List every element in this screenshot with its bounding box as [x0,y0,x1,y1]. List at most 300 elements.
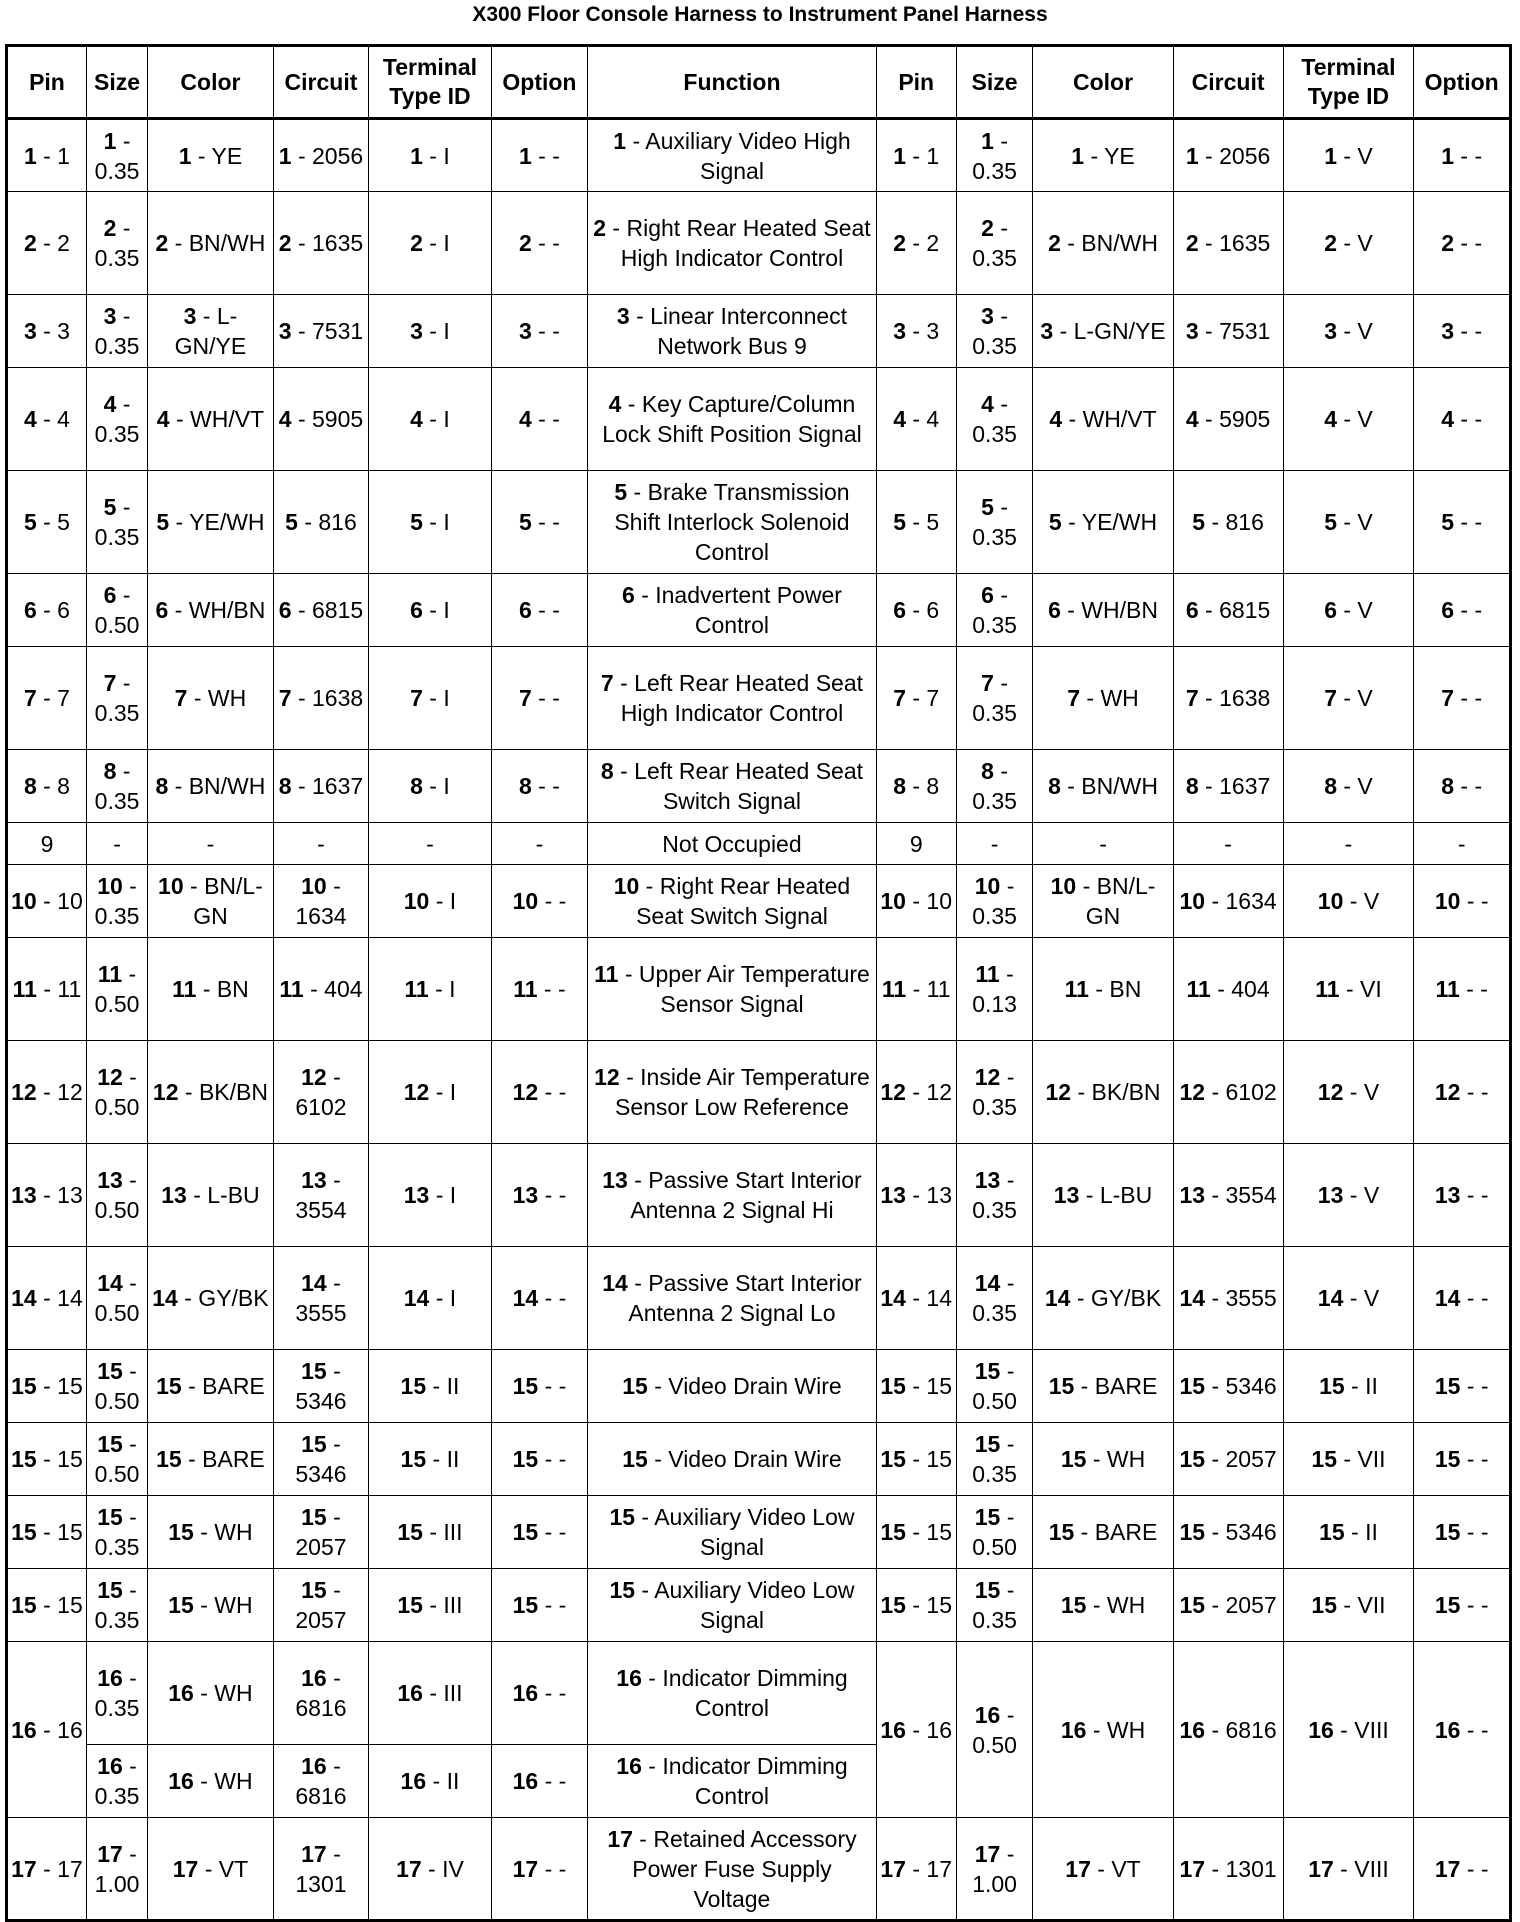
function-cell: 11 - Upper Air Temperature Sensor Signal [588,938,877,1041]
option-cell: 7 - - [1414,647,1511,750]
header-row [7,46,1511,119]
function-cell: 14 - Passive Start Interior Antenna 2 Signal Lo [588,1247,877,1350]
circuit-cell: 13 - 3554 [273,1144,368,1247]
table-row [7,647,1511,750]
terminal-cell: 11 - I [369,938,491,1041]
table-row [7,1144,1511,1247]
circuit-cell: 5 - 816 [1173,471,1283,574]
pin-cell: 3 - 3 [876,295,956,368]
circuit-cell: 2 - 1635 [273,192,368,295]
size-cell: 16 - 0.50 [956,1642,1033,1818]
option-cell: 15 - - [491,1496,588,1569]
terminal-cell: 5 - V [1283,471,1414,574]
terminal-cell: 6 - I [369,574,491,647]
color-cell: 17 - VT [148,1818,274,1921]
color-cell: 4 - WH/VT [1033,368,1173,471]
function-cell: 15 - Auxiliary Video Low Signal [588,1496,877,1569]
function-cell: 13 - Passive Start Interior Antenna 2 Signal Hi [588,1144,877,1247]
terminal-cell: 8 - I [369,750,491,823]
size-cell: 13 - 0.50 [86,1144,147,1247]
circuit-cell: 8 - 1637 [1173,750,1283,823]
circuit-cell: 17 - 1301 [1173,1818,1283,1921]
circuit-cell: - [273,823,368,865]
option-cell: - [1414,823,1511,865]
color-cell: 6 - WH/BN [148,574,274,647]
table-body [7,119,1511,1921]
color-cell: 15 - WH [1033,1569,1173,1642]
circuit-cell: 6 - 6815 [273,574,368,647]
size-cell: 15 - 0.50 [956,1496,1033,1569]
option-cell: 14 - - [1414,1247,1511,1350]
option-cell: 3 - - [1414,295,1511,368]
pin-cell: 17 - 17 [7,1818,87,1921]
col-header: Function [588,46,877,119]
color-cell: 16 - WH [148,1642,274,1745]
terminal-cell: 4 - I [369,368,491,471]
pin-cell: 15 - 15 [7,1423,87,1496]
pin-cell: 1 - 1 [876,119,956,192]
table-row [7,1350,1511,1423]
terminal-cell: 1 - I [369,119,491,192]
circuit-cell: 12 - 6102 [1173,1041,1283,1144]
size-cell: 14 - 0.50 [86,1247,147,1350]
col-header: Pin [876,46,956,119]
color-cell: 11 - BN [1033,938,1173,1041]
pin-cell: 5 - 5 [7,471,87,574]
color-cell: 3 - L-GN/YE [1033,295,1173,368]
terminal-cell: 16 - III [369,1642,491,1745]
pin-cell: 12 - 12 [7,1041,87,1144]
table-row [7,1247,1511,1350]
circuit-cell: 15 - 5346 [273,1423,368,1496]
option-cell: 12 - - [1414,1041,1511,1144]
terminal-cell: 16 - VIII [1283,1642,1414,1818]
option-cell: 10 - - [491,865,588,938]
size-cell: 15 - 0.50 [86,1350,147,1423]
table-row [7,295,1511,368]
circuit-cell: 10 - 1634 [273,865,368,938]
size-cell: 13 - 0.35 [956,1144,1033,1247]
pin-cell: 14 - 14 [7,1247,87,1350]
col-header: Size [86,46,147,119]
circuit-cell: 11 - 404 [1173,938,1283,1041]
terminal-cell: 12 - V [1283,1041,1414,1144]
size-cell: - [86,823,147,865]
size-cell: 15 - 0.35 [86,1569,147,1642]
circuit-cell: 6 - 6815 [1173,574,1283,647]
terminal-cell: 15 - II [369,1350,491,1423]
size-cell: 14 - 0.35 [956,1247,1033,1350]
size-cell: 12 - 0.35 [956,1041,1033,1144]
color-cell: 2 - BN/WH [1033,192,1173,295]
function-cell: 12 - Inside Air Temperature Sensor Low Reference [588,1041,877,1144]
color-cell: 5 - YE/WH [148,471,274,574]
color-cell: 6 - WH/BN [1033,574,1173,647]
size-cell: 6 - 0.35 [956,574,1033,647]
size-cell: - [956,823,1033,865]
circuit-cell: 15 - 5346 [1173,1496,1283,1569]
terminal-cell: - [369,823,491,865]
pin-cell: 7 - 7 [7,647,87,750]
circuit-cell: 2 - 1635 [1173,192,1283,295]
circuit-cell: 11 - 404 [273,938,368,1041]
color-cell: 15 - BARE [1033,1496,1173,1569]
function-cell: 7 - Left Rear Heated Seat High Indicator Control [588,647,877,750]
option-cell: 10 - - [1414,865,1511,938]
size-cell: 15 - 0.50 [956,1350,1033,1423]
option-cell: - [491,823,588,865]
table-row [7,119,1511,192]
pin-cell: 4 - 4 [876,368,956,471]
color-cell: 12 - BK/BN [1033,1041,1173,1144]
terminal-cell: 5 - I [369,471,491,574]
pin-cell: 2 - 2 [7,192,87,295]
size-cell: 11 - 0.13 [956,938,1033,1041]
size-cell: 3 - 0.35 [956,295,1033,368]
option-cell: 15 - - [491,1350,588,1423]
size-cell: 7 - 0.35 [956,647,1033,750]
color-cell: 15 - BARE [148,1423,274,1496]
size-cell: 15 - 0.35 [956,1423,1033,1496]
color-cell: 7 - WH [148,647,274,750]
size-cell: 1 - 0.35 [956,119,1033,192]
circuit-cell: 17 - 1301 [273,1818,368,1921]
pin-cell: 16 - 16 [7,1642,87,1818]
pin-cell: 14 - 14 [876,1247,956,1350]
col-header: Option [491,46,588,119]
circuit-cell: 1 - 2056 [1173,119,1283,192]
size-cell: 12 - 0.50 [86,1041,147,1144]
option-cell: 1 - - [1414,119,1511,192]
color-cell: 10 - BN/L-GN [148,865,274,938]
size-cell: 15 - 0.50 [86,1423,147,1496]
terminal-cell: 7 - I [369,647,491,750]
size-cell: 3 - 0.35 [86,295,147,368]
terminal-cell: 15 - VII [1283,1423,1414,1496]
circuit-cell: 15 - 2057 [1173,1423,1283,1496]
harness-table [5,44,1512,1922]
terminal-cell: 14 - V [1283,1247,1414,1350]
color-cell: 8 - BN/WH [148,750,274,823]
circuit-cell: 13 - 3554 [1173,1144,1283,1247]
pin-cell: 1 - 1 [7,119,87,192]
option-cell: 11 - - [491,938,588,1041]
circuit-cell: 5 - 816 [273,471,368,574]
option-cell: 3 - - [491,295,588,368]
terminal-cell: 6 - V [1283,574,1414,647]
terminal-cell: 8 - V [1283,750,1414,823]
col-header: Circuit [273,46,368,119]
color-cell: 10 - BN/L-GN [1033,865,1173,938]
size-cell: 8 - 0.35 [956,750,1033,823]
size-cell: 1 - 0.35 [86,119,147,192]
col-header: Circuit [1173,46,1283,119]
pin-cell: 6 - 6 [7,574,87,647]
terminal-cell: 13 - I [369,1144,491,1247]
color-cell: 5 - YE/WH [1033,471,1173,574]
pin-cell: 15 - 15 [876,1350,956,1423]
circuit-cell: 15 - 2057 [1173,1569,1283,1642]
circuit-cell: 15 - 2057 [273,1496,368,1569]
circuit-cell: 4 - 5905 [273,368,368,471]
size-cell: 6 - 0.50 [86,574,147,647]
circuit-cell: 7 - 1638 [273,647,368,750]
color-cell: - [1033,823,1173,865]
color-cell: 15 - BARE [148,1350,274,1423]
color-cell: 1 - YE [1033,119,1173,192]
circuit-cell: 7 - 1638 [1173,647,1283,750]
color-cell: 15 - WH [148,1569,274,1642]
circuit-cell: 12 - 6102 [273,1041,368,1144]
col-header: Size [956,46,1033,119]
size-cell: 10 - 0.35 [86,865,147,938]
size-cell: 4 - 0.35 [86,368,147,471]
table-row [7,1569,1511,1642]
size-cell: 7 - 0.35 [86,647,147,750]
pin-cell: 15 - 15 [876,1496,956,1569]
table-row [7,1496,1511,1569]
color-cell: 14 - GY/BK [1033,1247,1173,1350]
col-header: Terminal Type ID [369,46,491,119]
circuit-cell: 16 - 6816 [273,1642,368,1745]
color-cell: 12 - BK/BN [148,1041,274,1144]
function-cell: 16 - Indicator Dimming Control [588,1745,877,1818]
size-cell: 8 - 0.35 [86,750,147,823]
color-cell: 16 - WH [148,1745,274,1818]
size-cell: 15 - 0.35 [956,1569,1033,1642]
pin-cell: 13 - 13 [7,1144,87,1247]
function-cell: 4 - Key Capture/Column Lock Shift Position Signal [588,368,877,471]
pin-cell: 10 - 10 [7,865,87,938]
terminal-cell: 14 - I [369,1247,491,1350]
circuit-cell: 4 - 5905 [1173,368,1283,471]
terminal-cell: 2 - I [369,192,491,295]
function-cell: 2 - Right Rear Heated Seat High Indicator Control [588,192,877,295]
function-cell: 10 - Right Rear Heated Seat Switch Signal [588,865,877,938]
table-row [7,1041,1511,1144]
size-cell: 15 - 0.35 [86,1496,147,1569]
terminal-cell: 10 - I [369,865,491,938]
pin-cell: 8 - 8 [876,750,956,823]
table-row [7,471,1511,574]
size-cell: 4 - 0.35 [956,368,1033,471]
circuit-cell: 3 - 7531 [1173,295,1283,368]
option-cell: 16 - - [491,1745,588,1818]
size-cell: 16 - 0.35 [86,1642,147,1745]
color-cell: 7 - WH [1033,647,1173,750]
function-cell: 15 - Video Drain Wire [588,1423,877,1496]
option-cell: 13 - - [491,1144,588,1247]
terminal-cell: 4 - V [1283,368,1414,471]
pin-cell: 11 - 11 [7,938,87,1041]
function-cell: 5 - Brake Transmission Shift Interlock Solenoid Control [588,471,877,574]
pin-cell: 2 - 2 [876,192,956,295]
pin-cell: 4 - 4 [7,368,87,471]
table-row [7,1423,1511,1496]
color-cell: 16 - WH [1033,1642,1173,1818]
size-cell: 16 - 0.35 [86,1745,147,1818]
option-cell: 14 - - [491,1247,588,1350]
terminal-cell: 1 - V [1283,119,1414,192]
terminal-cell: 15 - III [369,1569,491,1642]
circuit-cell: 15 - 5346 [1173,1350,1283,1423]
option-cell: 1 - - [491,119,588,192]
option-cell: 15 - - [1414,1350,1511,1423]
circuit-cell: 15 - 2057 [273,1569,368,1642]
terminal-cell: 15 - VII [1283,1569,1414,1642]
table-row-16a [7,1642,1511,1745]
circuit-cell: 10 - 1634 [1173,865,1283,938]
color-cell: 13 - L-BU [1033,1144,1173,1247]
table-row [7,574,1511,647]
terminal-cell: 7 - V [1283,647,1414,750]
terminal-cell: 15 - III [369,1496,491,1569]
terminal-cell: 3 - V [1283,295,1414,368]
col-header: Color [148,46,274,119]
circuit-cell: 14 - 3555 [273,1247,368,1350]
pin-cell: 12 - 12 [876,1041,956,1144]
pin-cell: 15 - 15 [7,1350,87,1423]
color-cell: 1 - YE [148,119,274,192]
color-cell: 2 - BN/WH [148,192,274,295]
option-cell: 5 - - [1414,471,1511,574]
size-cell: 2 - 0.35 [956,192,1033,295]
terminal-cell: 13 - V [1283,1144,1414,1247]
function-cell: 17 - Retained Accessory Power Fuse Supply Voltage [588,1818,877,1921]
option-cell: 2 - - [1414,192,1511,295]
function-cell: 6 - Inadvertent Power Control [588,574,877,647]
col-header: Terminal Type ID [1283,46,1414,119]
color-cell: 15 - BARE [1033,1350,1173,1423]
terminal-cell: 11 - VI [1283,938,1414,1041]
pin-cell: 15 - 15 [7,1569,87,1642]
function-cell: Not Occupied [588,823,877,865]
terminal-cell: 3 - I [369,295,491,368]
circuit-cell: 14 - 3555 [1173,1247,1283,1350]
option-cell: 6 - - [1414,574,1511,647]
pin-cell: 16 - 16 [876,1642,956,1818]
option-cell: 8 - - [1414,750,1511,823]
table-row [7,823,1511,865]
pin-cell: 9 [7,823,87,865]
circuit-cell: 3 - 7531 [273,295,368,368]
col-header: Option [1414,46,1511,119]
size-cell: 11 - 0.50 [86,938,147,1041]
terminal-cell: 17 - IV [369,1818,491,1921]
table-row [7,192,1511,295]
option-cell: 16 - - [1414,1642,1511,1818]
option-cell: 15 - - [491,1423,588,1496]
option-cell: 6 - - [491,574,588,647]
pin-cell: 15 - 15 [7,1496,87,1569]
terminal-cell: 2 - V [1283,192,1414,295]
function-cell: 1 - Auxiliary Video High Signal [588,119,877,192]
table-row [7,938,1511,1041]
terminal-cell: 15 - II [1283,1350,1414,1423]
circuit-cell: 1 - 2056 [273,119,368,192]
terminal-cell: 12 - I [369,1041,491,1144]
size-cell: 17 - 1.00 [86,1818,147,1921]
size-cell: 5 - 0.35 [86,471,147,574]
pin-cell: 10 - 10 [876,865,956,938]
pin-cell: 6 - 6 [876,574,956,647]
circuit-cell: 16 - 6816 [273,1745,368,1818]
pin-cell: 15 - 15 [876,1423,956,1496]
option-cell: 13 - - [1414,1144,1511,1247]
size-cell: 5 - 0.35 [956,471,1033,574]
color-cell: 15 - WH [148,1496,274,1569]
option-cell: 11 - - [1414,938,1511,1041]
pin-cell: 17 - 17 [876,1818,956,1921]
color-cell: 15 - WH [1033,1423,1173,1496]
pin-cell: 3 - 3 [7,295,87,368]
pin-cell: 11 - 11 [876,938,956,1041]
color-cell: - [148,823,274,865]
terminal-cell: 15 - II [1283,1496,1414,1569]
function-cell: 16 - Indicator Dimming Control [588,1642,877,1745]
col-header: Color [1033,46,1173,119]
circuit-cell: 16 - 6816 [1173,1642,1283,1818]
function-cell: 15 - Video Drain Wire [588,1350,877,1423]
circuit-cell: - [1173,823,1283,865]
option-cell: 12 - - [491,1041,588,1144]
option-cell: 15 - - [1414,1496,1511,1569]
size-cell: 10 - 0.35 [956,865,1033,938]
table-row [7,865,1511,938]
function-cell: 15 - Auxiliary Video Low Signal [588,1569,877,1642]
option-cell: 4 - - [1414,368,1511,471]
page-title: X300 Floor Console Harness to Instrument Panel Harness [472,3,1048,26]
color-cell: 4 - WH/VT [148,368,274,471]
function-cell: 8 - Left Rear Heated Seat Switch Signal [588,750,877,823]
option-cell: 2 - - [491,192,588,295]
pin-cell: 8 - 8 [7,750,87,823]
color-cell: 11 - BN [148,938,274,1041]
circuit-cell: 8 - 1637 [273,750,368,823]
table-row [7,750,1511,823]
option-cell: 4 - - [491,368,588,471]
table-row [7,368,1511,471]
color-cell: 8 - BN/WH [1033,750,1173,823]
col-header: Pin [7,46,87,119]
terminal-cell: 17 - VIII [1283,1818,1414,1921]
pin-cell: 15 - 15 [876,1569,956,1642]
pin-cell: 9 [876,823,956,865]
pin-cell: 7 - 7 [876,647,956,750]
option-cell: 5 - - [491,471,588,574]
color-cell: 14 - GY/BK [148,1247,274,1350]
color-cell: 3 - L-GN/YE [148,295,274,368]
option-cell: 15 - - [1414,1569,1511,1642]
option-cell: 15 - - [491,1569,588,1642]
option-cell: 7 - - [491,647,588,750]
option-cell: 8 - - [491,750,588,823]
color-cell: 17 - VT [1033,1818,1173,1921]
option-cell: 16 - - [491,1642,588,1745]
option-cell: 17 - - [1414,1818,1511,1921]
terminal-cell: 16 - II [369,1745,491,1818]
terminal-cell: 15 - II [369,1423,491,1496]
pin-cell: 5 - 5 [876,471,956,574]
option-cell: 15 - - [1414,1423,1511,1496]
size-cell: 17 - 1.00 [956,1818,1033,1921]
pin-cell: 13 - 13 [876,1144,956,1247]
terminal-cell: 10 - V [1283,865,1414,938]
function-cell: 3 - Linear Interconnect Network Bus 9 [588,295,877,368]
terminal-cell: - [1283,823,1414,865]
table-row-17 [7,1818,1511,1921]
circuit-cell: 15 - 5346 [273,1350,368,1423]
